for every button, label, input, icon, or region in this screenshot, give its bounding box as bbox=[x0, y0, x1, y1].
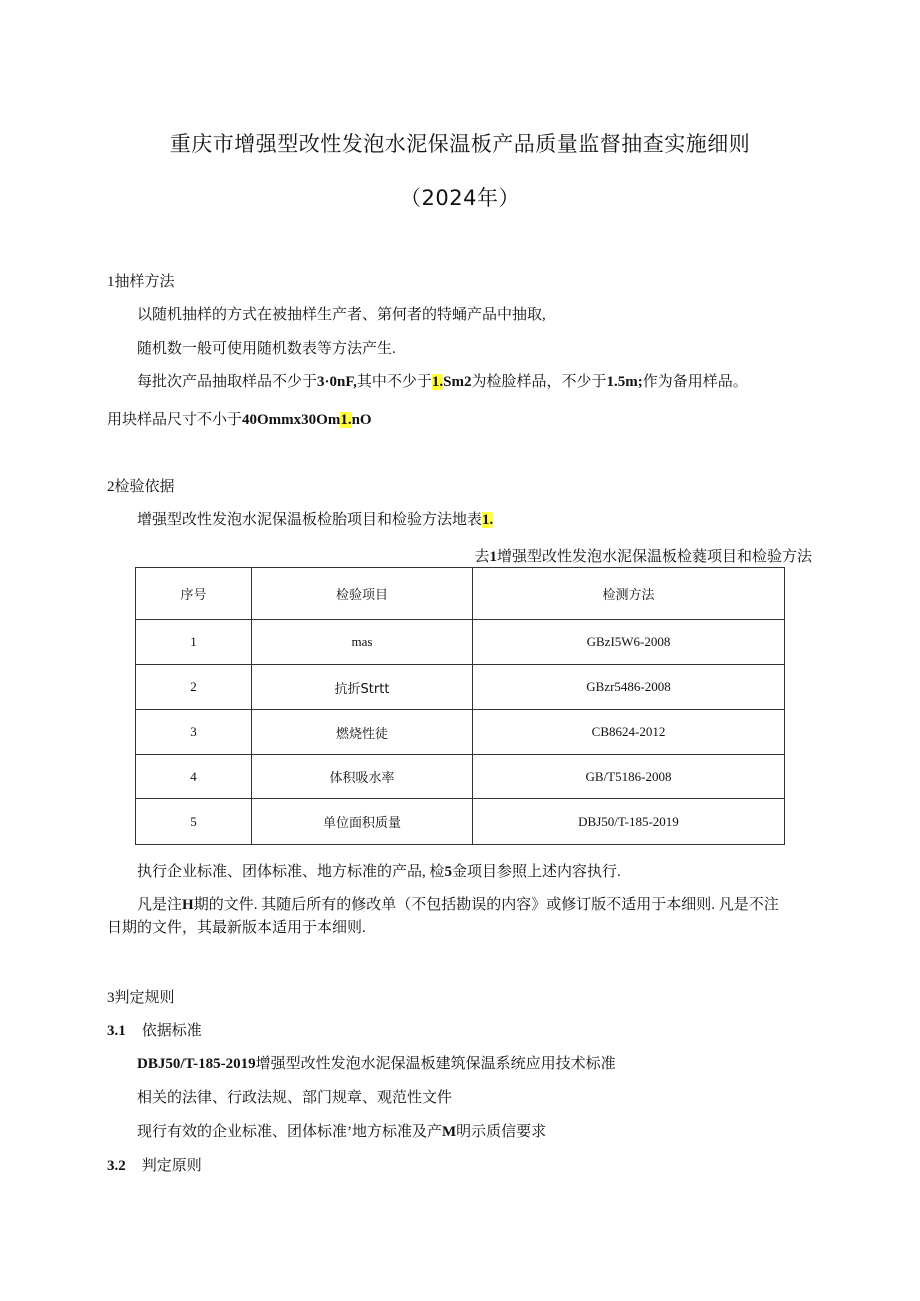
table-row bbox=[136, 665, 785, 710]
header-cell-method: 检测方法 bbox=[473, 568, 785, 620]
text-run: 其中不少于 bbox=[356, 374, 432, 390]
text-run-bold: 3·0nF, bbox=[317, 374, 357, 390]
text-run-bold: H bbox=[182, 897, 194, 913]
document-year: （2024年） bbox=[400, 186, 520, 210]
text-run: 期的文件. 其随后所有的修改单（不包括勘误的内容》或修订版不适用于本细则. 凡是不注 bbox=[193, 897, 779, 913]
text-run-bold: 1.5m; bbox=[606, 374, 643, 390]
text-run: 明示质信要求 bbox=[456, 1124, 547, 1140]
section-2-paragraph-1 bbox=[137, 508, 493, 529]
text-run: 执行企业标准、团体标准、地方标准的产品, 检 bbox=[137, 864, 445, 880]
cell-item: 抗折Strtt bbox=[252, 665, 473, 710]
table-row bbox=[136, 620, 785, 665]
cell-item: mas bbox=[252, 620, 473, 665]
table-row bbox=[136, 710, 785, 755]
document-title: 重庆市增强型改性发泡水泥保温板产品质量监督抽查实施细则 bbox=[169, 132, 751, 156]
section-3-2-heading bbox=[107, 1154, 202, 1175]
clause-title: 依据标准 bbox=[141, 1023, 202, 1039]
standard-item-1 bbox=[137, 1052, 616, 1073]
section-1-paragraph-4 bbox=[107, 408, 372, 429]
cell-no: 3 bbox=[136, 710, 252, 755]
cell-item: 单位面积质量 bbox=[252, 799, 473, 845]
cell-no: 5 bbox=[136, 799, 252, 845]
header-cell-no: 序号 bbox=[136, 568, 252, 620]
text-run-bold: Sm2 bbox=[443, 374, 472, 390]
text-run: 凡是注 bbox=[137, 897, 183, 913]
cell-method: DBJ50/T-185-2019 bbox=[473, 799, 785, 845]
inspection-table bbox=[135, 567, 785, 845]
text-run: 现行有效的企业标准、团体标准’地方标准及产 bbox=[137, 1124, 442, 1140]
section-1-paragraph-1: 以随机抽样的方式在被抽样生产者、第何者的特蛹产品中抽取, bbox=[137, 307, 546, 323]
cell-method: CB8624-2012 bbox=[473, 710, 785, 755]
standard-item-3 bbox=[137, 1120, 546, 1141]
header-cell-item: 检验项目 bbox=[252, 568, 473, 620]
clause-title: 判定原则 bbox=[141, 1158, 202, 1174]
table-row bbox=[136, 799, 785, 845]
text-run-bold: nO bbox=[351, 412, 372, 428]
text-run-bold: 40Ommx30Om bbox=[242, 412, 341, 428]
highlighted-text: 1. bbox=[340, 412, 352, 428]
text-run: 金项目参照上述内容执行. bbox=[452, 864, 621, 880]
cell-no: 4 bbox=[136, 755, 252, 799]
section-1-paragraph-2: 随机数一般可使用随机数表等方法产生. bbox=[137, 341, 396, 357]
text-run-bold: 1 bbox=[489, 549, 497, 565]
standard-item-2: 相关的法律、行政法规、部门规章、观范性文件 bbox=[137, 1090, 453, 1106]
highlighted-text: 1. bbox=[431, 374, 444, 390]
section-2-note-2 bbox=[137, 893, 779, 914]
section-2-note-1 bbox=[137, 860, 621, 881]
text-run: 作为备用样品。 bbox=[642, 374, 748, 390]
text-run: 增强型改性发泡水泥保温板检蕤项目和检验方法 bbox=[496, 549, 812, 565]
cell-no: 1 bbox=[136, 620, 252, 665]
text-run: 为检脸样品，不少于 bbox=[471, 374, 607, 390]
table-header-row bbox=[136, 568, 785, 620]
cell-method: GBzr5486-2008 bbox=[473, 665, 785, 710]
section-2-note-3: 日期的文件，其最新版本适用于本细则. bbox=[107, 920, 366, 936]
text-run: 增强型改性发泡水泥保温板检胎项目和检验方法地表 bbox=[137, 512, 483, 528]
clause-number: 3.2 bbox=[107, 1158, 126, 1174]
text-run: 用块样品尺寸不小于 bbox=[107, 412, 243, 428]
cell-item: 体积吸水率 bbox=[252, 755, 473, 799]
table-caption bbox=[474, 545, 812, 566]
cell-method: GB/T5186-2008 bbox=[473, 755, 785, 799]
standard-code: DBJ50/T-185-2019 bbox=[137, 1056, 256, 1072]
section-2-heading: 2检验依据 bbox=[107, 479, 175, 495]
text-run: 去 bbox=[474, 549, 490, 565]
cell-method: GBzI5W6-2008 bbox=[473, 620, 785, 665]
cell-item: 燃烧性徒 bbox=[252, 710, 473, 755]
text-run: 每批次产品抽取样品不少于 bbox=[137, 374, 318, 390]
section-1-heading: 1抽样方法 bbox=[107, 274, 175, 290]
table-row bbox=[136, 755, 785, 799]
standard-name: 增强型改性发泡水泥保温板建筑保温系统应用技术标准 bbox=[255, 1056, 616, 1072]
text-run-bold: M bbox=[442, 1124, 457, 1140]
highlighted-text: 1. bbox=[482, 512, 494, 528]
cell-no: 2 bbox=[136, 665, 252, 710]
section-1-paragraph-3 bbox=[137, 370, 748, 391]
section-3-heading: 3判定规则 bbox=[107, 990, 175, 1006]
clause-number: 3.1 bbox=[107, 1023, 126, 1039]
section-3-1-heading bbox=[107, 1019, 202, 1040]
text-run-bold: 5 bbox=[444, 864, 453, 880]
